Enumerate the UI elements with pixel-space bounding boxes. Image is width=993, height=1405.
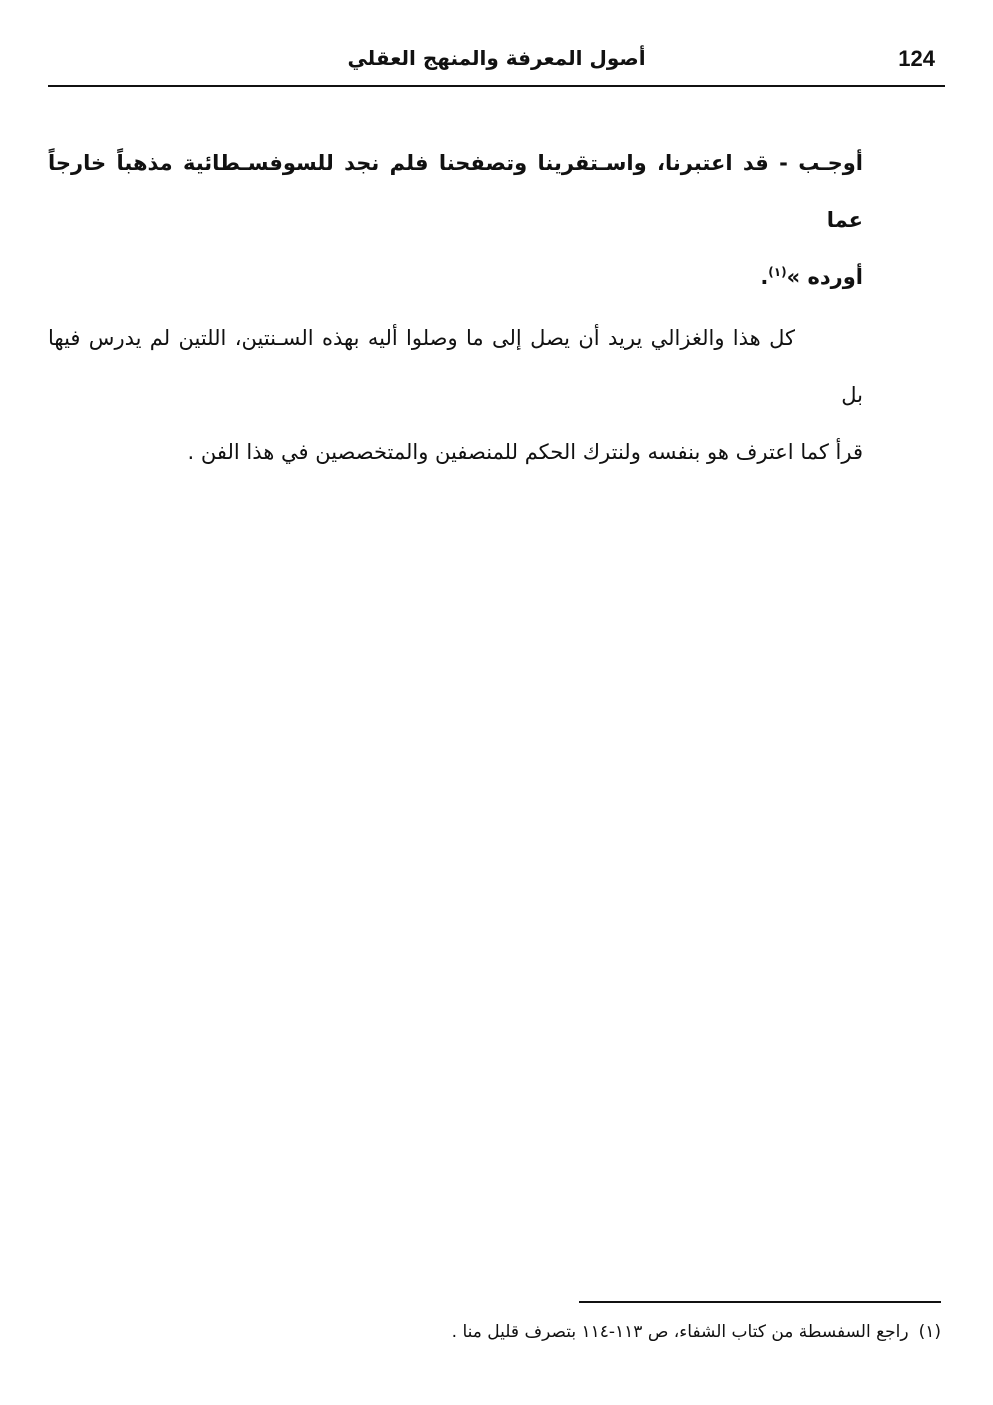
paragraph-line-1: [48, 310, 863, 424]
quote-line-1: أوجـب - قد اعتبرنا، واسـتقرينا وتصفحنا فلم نجد للسوفسـطائية مذهباً خارجاً عما: [48, 151, 863, 232]
body-content: [48, 135, 863, 481]
footnote-reference[interactable]: (١): [768, 265, 787, 279]
paragraph-line-2: قرأ كما اعترف هو بنفسه ولنترك الحكم للمنصفين والمتخصصين في هذا الفن .: [187, 440, 863, 464]
page-number: 124: [898, 46, 935, 71]
quote-line-2-text: أورده »: [786, 265, 863, 289]
footnote-text: راجع السفسطة من كتاب الشفاء، ص ١١٣-١١٤ بتصرف قليل منا .: [451, 1322, 909, 1342]
paragraph-line-1-text: كل هذا والغزالي يريد أن يصل إلى ما وصلوا أليه بهذه السـنتين، اللتين لم يدرس فيها بل: [48, 326, 863, 407]
quoted-paragraph: [48, 135, 863, 306]
header-rule: [48, 85, 945, 87]
quote-line-2: [48, 249, 863, 306]
quote-line-2-end: .: [760, 265, 769, 289]
body-paragraph: [48, 310, 863, 481]
running-title: أصول المعرفة والمنهج العقلي: [347, 46, 646, 70]
page-header: [48, 40, 945, 82]
footnote-rule: [579, 1301, 941, 1303]
footnote-mark: (١): [918, 1322, 941, 1342]
footnote: [48, 1322, 941, 1342]
